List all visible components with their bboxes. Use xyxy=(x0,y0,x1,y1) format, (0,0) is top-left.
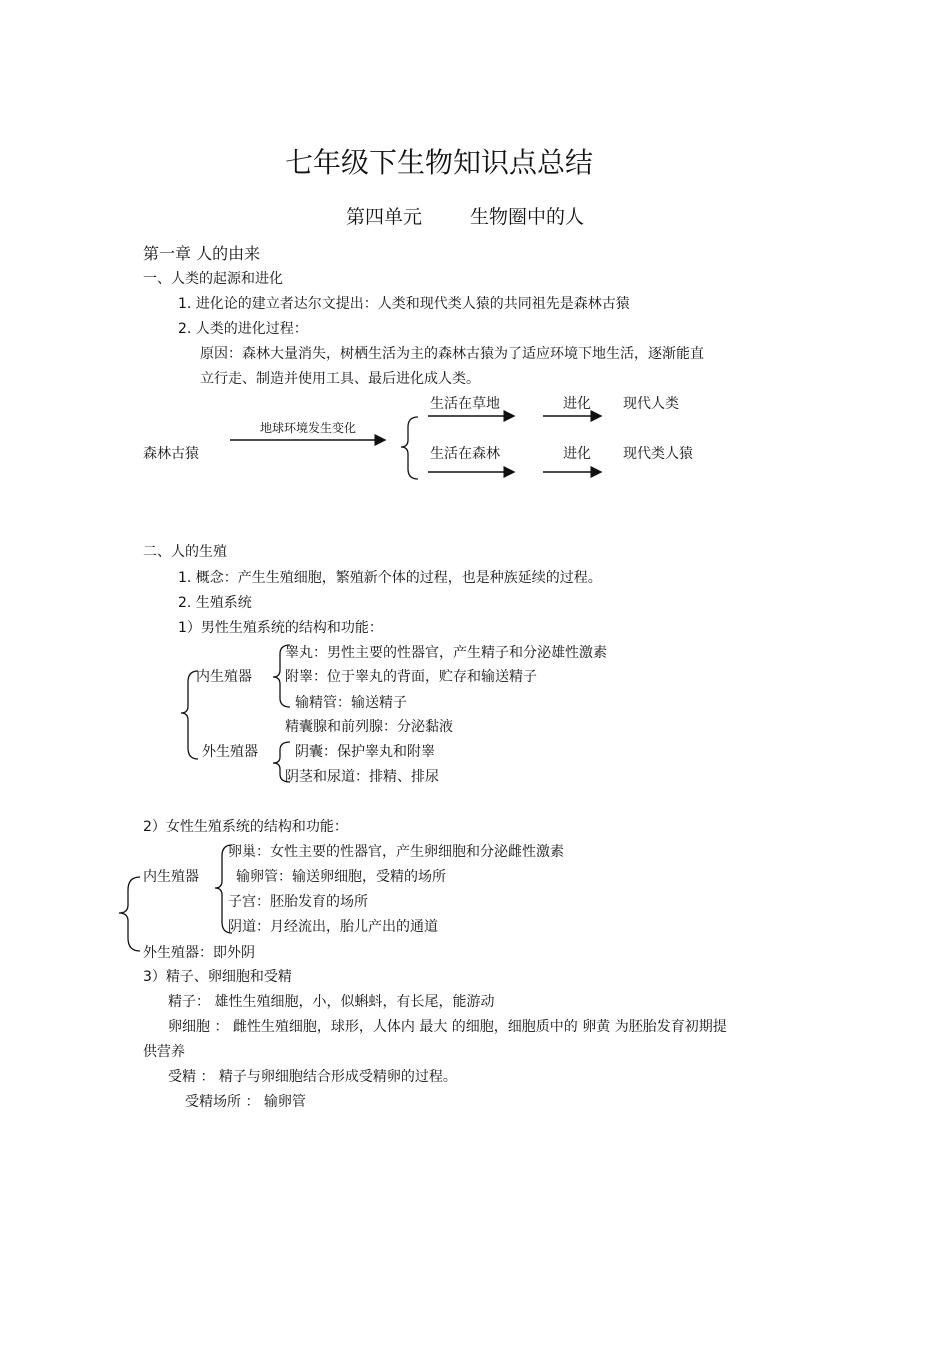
unit-name: 生物圈中的人 xyxy=(470,206,585,228)
male-item-vas-deferens: 输精管：输送精子 xyxy=(295,695,407,711)
female-item-vagina: 阴道：月经流出，胎儿产出的通道 xyxy=(228,919,438,935)
female-system-heading: 2）女性生殖系统的结构和功能： xyxy=(143,819,348,835)
female-item-uterus: 子宫：胚胎发育的场所 xyxy=(228,894,368,910)
male-item-glands: 精囊腺和前列腺：分泌黏液 xyxy=(285,719,453,735)
fertilization-place: 受精场所 ： 输卵管 xyxy=(185,1094,306,1110)
section-2-point-2: 2. 生殖系统 xyxy=(178,595,252,611)
male-item-epididymis: 附睾：位于睾丸的背面，贮存和输送精子 xyxy=(285,669,537,685)
male-system-heading: 1）男性生殖系统的结构和功能： xyxy=(178,620,383,636)
female-item-oviduct: 输卵管：输送卵细胞，受精的场所 xyxy=(236,869,446,885)
section-2-point-1: 1. 概念：产生生殖细胞，繁殖新个体的过程，也是种族延续的过程。 xyxy=(178,570,602,586)
section-1-point-2: 2. 人类的进化过程： xyxy=(178,321,308,337)
diagram-origin: 森林古猿 xyxy=(143,446,199,462)
diagram-result-humans: 现代人类 xyxy=(623,396,679,412)
male-external-label: 外生殖器 xyxy=(202,744,258,760)
female-internal-label: 内生殖器 xyxy=(143,869,199,885)
male-item-testis: 睾丸：男性主要的性器官，产生精子和分泌雄性激素 xyxy=(285,645,607,661)
male-item-scrotum: 阴囊：保护睾丸和附睾 xyxy=(295,744,435,760)
unit-number: 第四单元 xyxy=(346,206,423,228)
diagram-branch-grassland: 生活在草地 xyxy=(430,396,500,412)
section-1-point-1: 1. 进化论的建立者达尔文提出：人类和现代类人猿的共同祖先是森林古猿 xyxy=(178,296,630,312)
fertilization-text: 受精 ： 精子与卵细胞结合形成受精卵的过程。 xyxy=(168,1069,457,1085)
diagram-evolve-label-2: 进化 xyxy=(563,446,591,462)
document-title: 七年级下生物知识点总结 xyxy=(285,146,594,179)
evolution-reason-line-1: 原因：森林大量消失，树栖生活为主的森林古猿为了适应环境下地生活，逐渐能直 xyxy=(200,346,704,362)
section-1-heading: 一、人类的起源和进化 xyxy=(143,271,283,287)
female-item-ovary: 卵巢：女性主要的性器官，产生卵细胞和分泌雌性激素 xyxy=(228,844,564,860)
evolution-brace xyxy=(401,417,418,479)
diagram-branch-forest: 生活在森林 xyxy=(430,446,500,462)
male-internal-label: 内生殖器 xyxy=(196,669,252,685)
diagram-arrow-label: 地球环境发生变化 xyxy=(260,421,357,435)
female-external-label: 外生殖器：即外阴 xyxy=(143,945,255,961)
diagram-evolve-label-1: 进化 xyxy=(563,396,591,412)
egg-text-line-1: 卵细胞 ： 雌性生殖细胞，球形，人体内 最大 的细胞，细胞质中的 卵黄 为胚胎发育初期提 xyxy=(168,1019,727,1035)
evolution-reason-line-2: 立行走、制造并使用工具、最后进化成人类。 xyxy=(200,371,480,387)
fertilization-heading: 3）精子、卵细胞和受精 xyxy=(143,969,292,985)
female-main-brace xyxy=(119,877,140,951)
chapter-heading: 第一章 人的由来 xyxy=(143,244,261,263)
sperm-text: 精子： 雄性生殖细胞，小，似蝌蚪，有长尾，能游动 xyxy=(168,994,495,1010)
diagram-result-apes: 现代类人猿 xyxy=(623,446,693,462)
egg-text-line-2: 供营养 xyxy=(143,1044,185,1060)
male-item-penis: 阴茎和尿道：排精、排尿 xyxy=(285,769,439,785)
section-2-heading: 二、人的生殖 xyxy=(143,544,227,560)
